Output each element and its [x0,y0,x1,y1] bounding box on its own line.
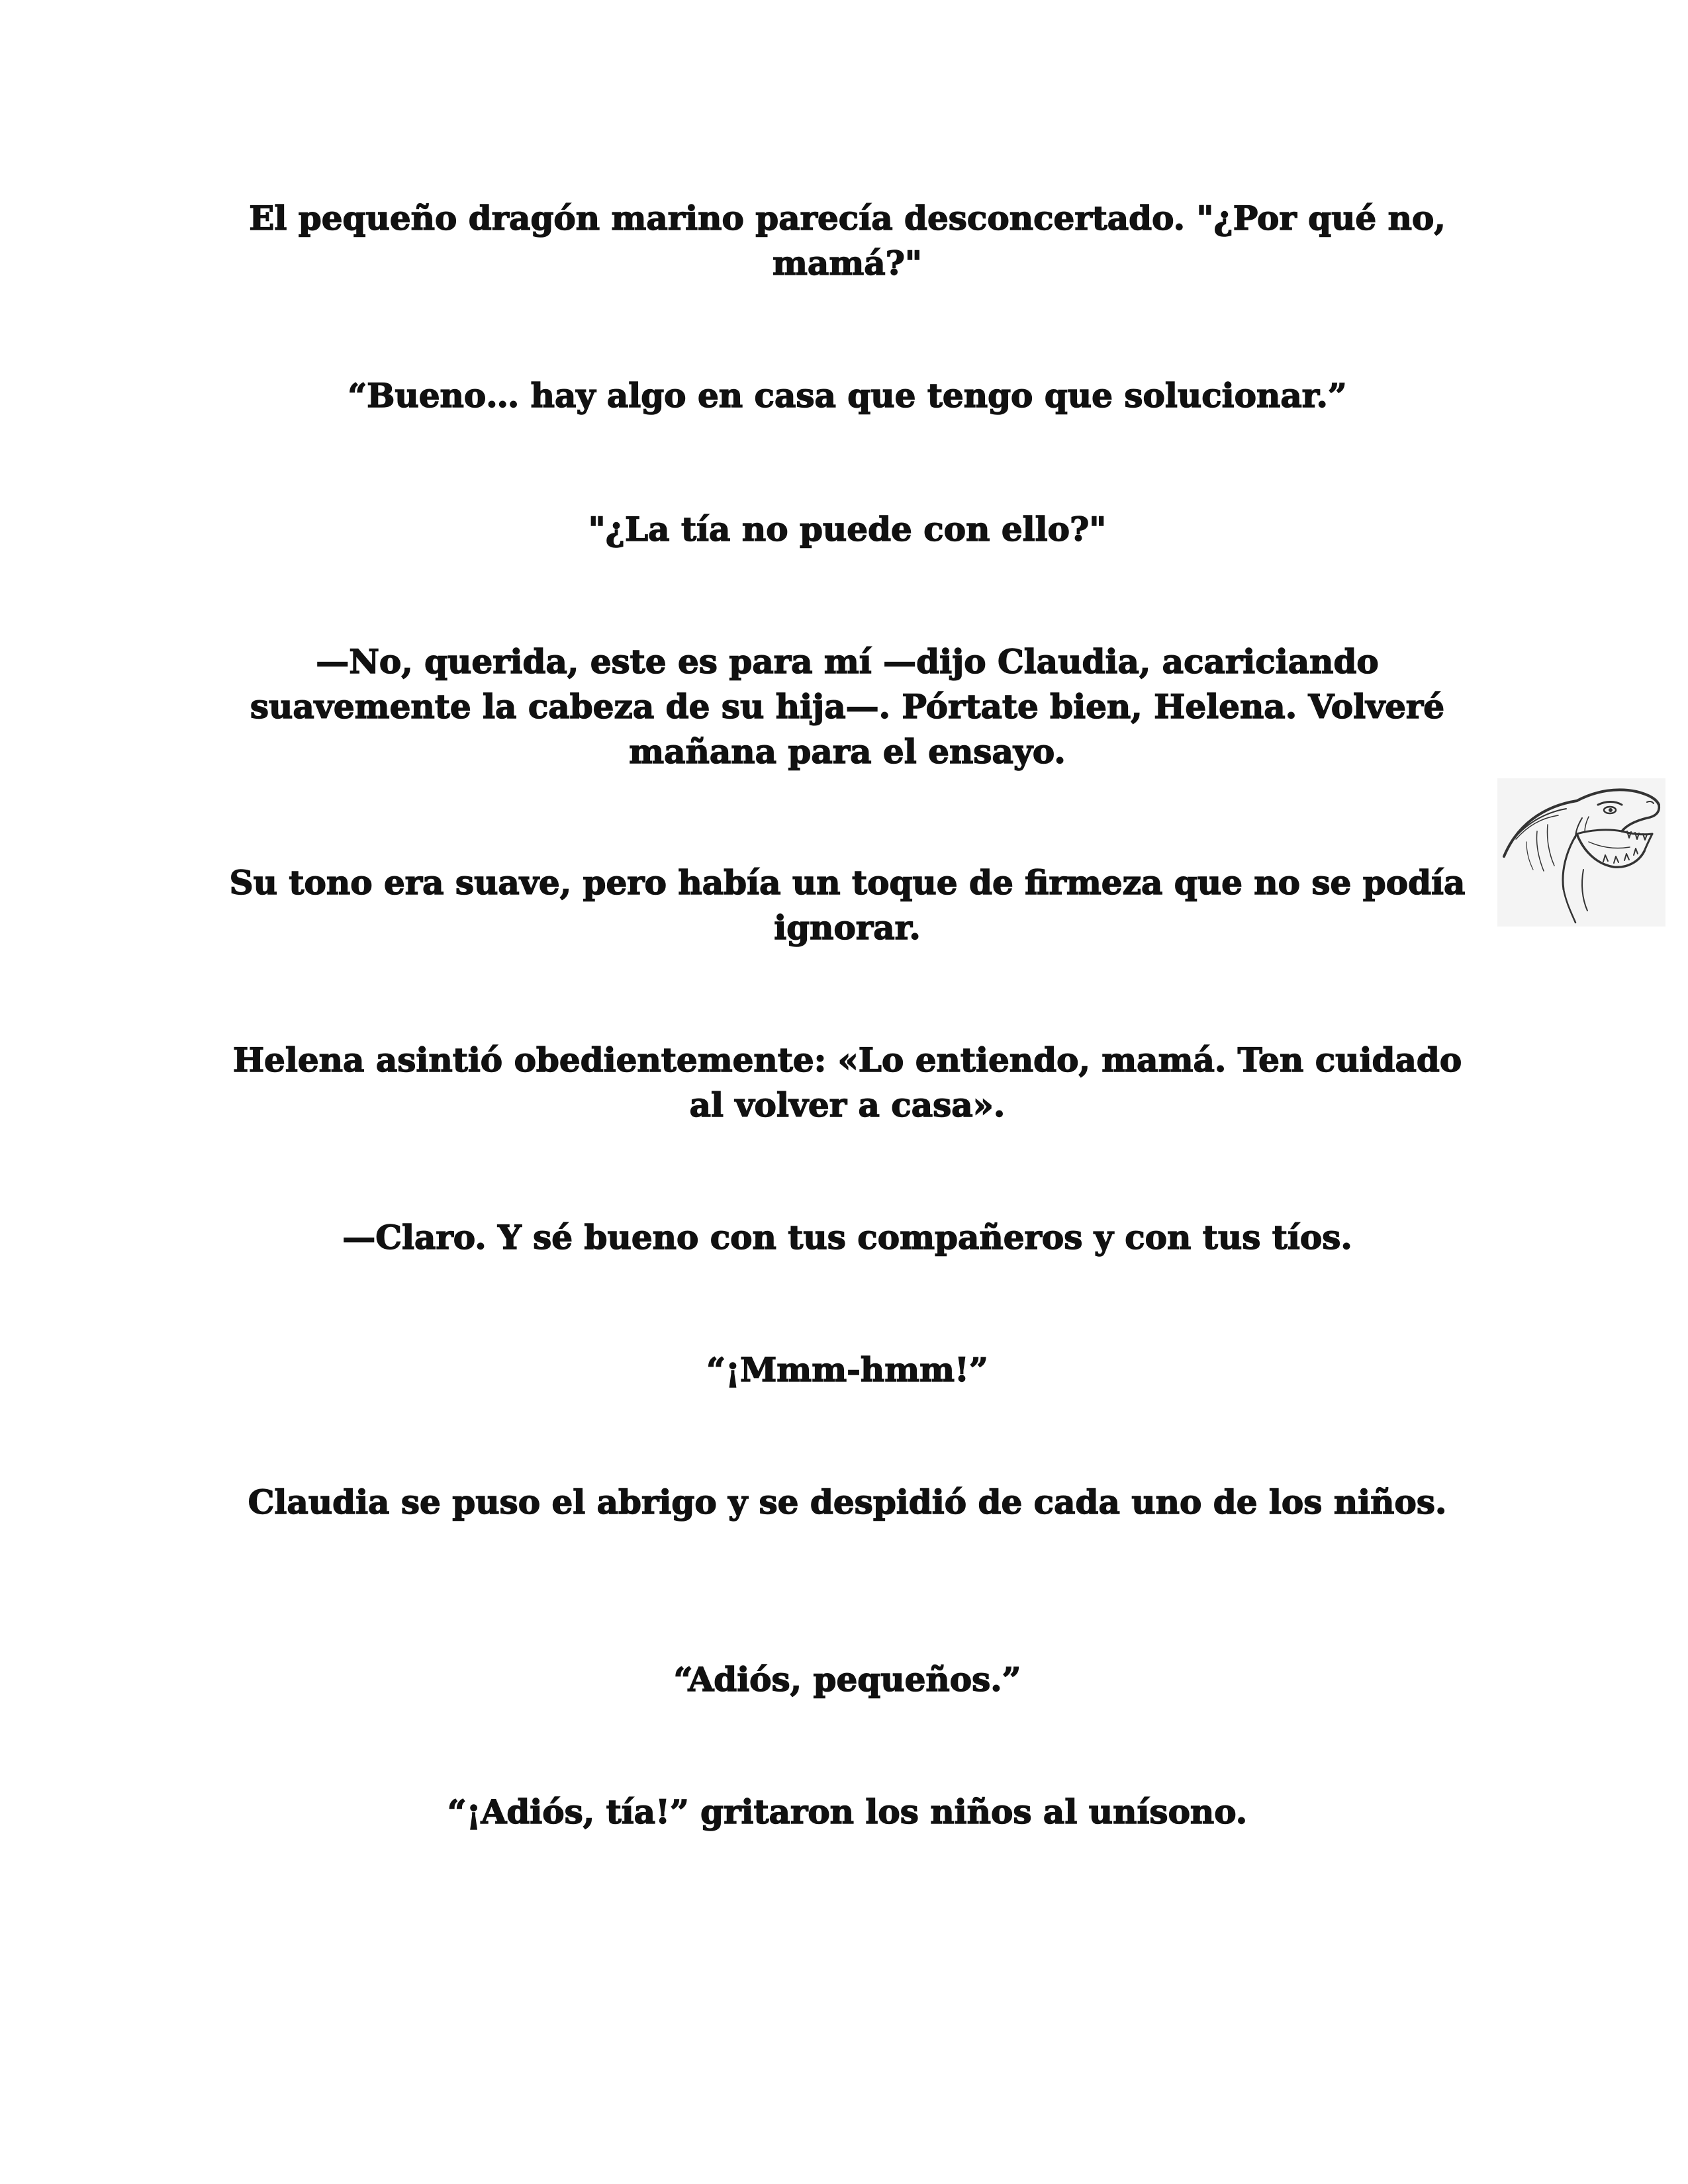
paragraph-5: Su tono era suave, pero había un toque de firmeza que no se podía ignorar. [229,863,1466,947]
dinosaur-head-sketch-icon [1497,778,1665,927]
paragraph-7: —Claro. Y sé bueno con tus compañeros y con tus tíos. [342,1218,1352,1257]
paragraph-6: Helena asintió obedientemente: «Lo entiendo, mamá. Ten cuidado al volver a casa». [232,1040,1462,1124]
paragraph-4: —No, querida, este es para mí —dijo Claudia, acariciando suavemente la cabeza de su hija—. Pórtate bien, Helena. Volveré mañana para el ensayo. [250,642,1445,771]
paragraph-8: “¡Mmm-hmm!” [706,1350,988,1389]
paragraph-2: “Bueno… hay algo en casa que tengo que solucionar.” [348,376,1347,415]
paragraph-9: Claudia se puso el abrigo y se despidió de cada uno de los niños. [248,1482,1447,1522]
paragraph-3: "¿La tía no puede con ello?" [588,510,1107,549]
paragraph-10: “Adiós, pequeños.” [673,1660,1021,1699]
paragraph-1: El pequeño dragón marino parecía desconcertado. "¿Por qué no, mamá?" [249,199,1446,283]
paragraph-11: “¡Adiós, tía!” gritaron los niños al unísono. [447,1792,1248,1831]
